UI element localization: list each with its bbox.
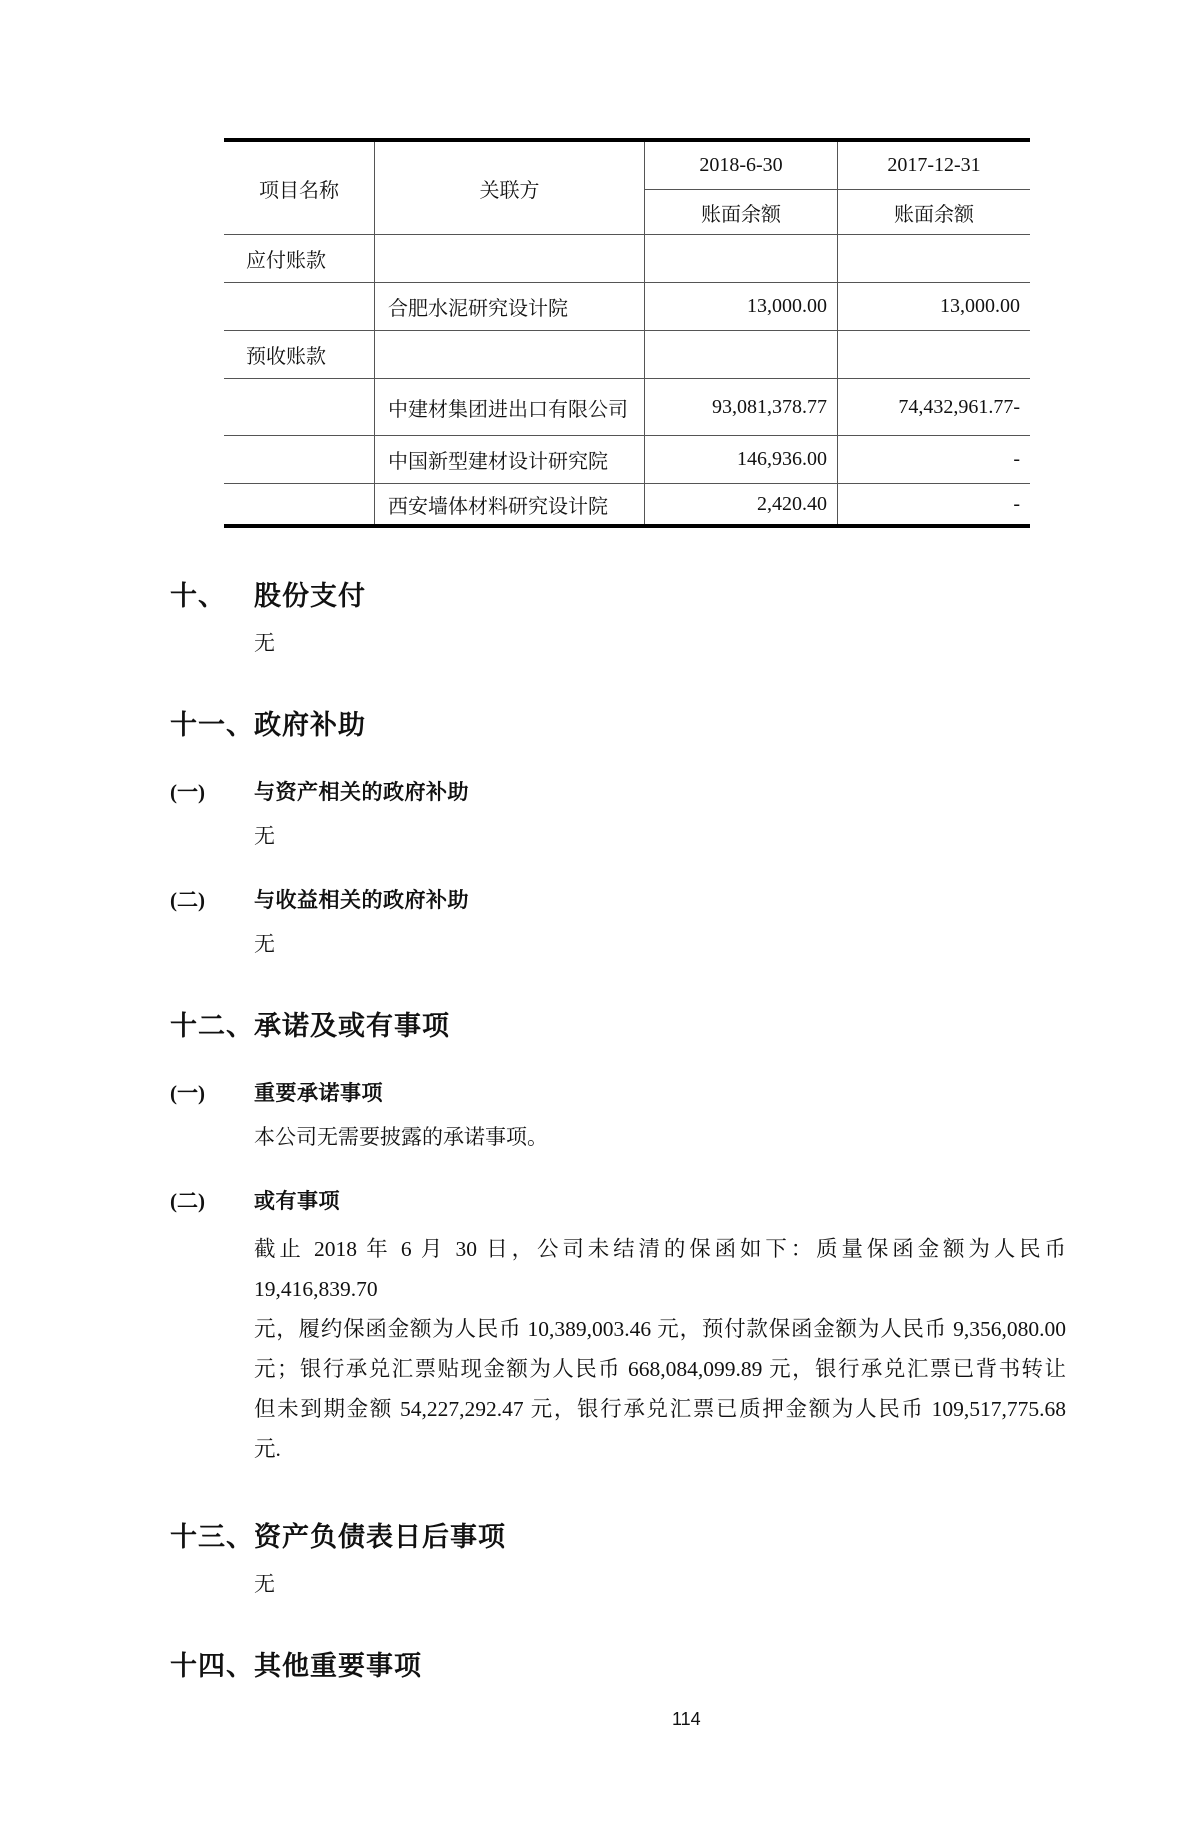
paragraph-line: 元，履约保函金额为人民币 10,389,003.46 元，预付款保函金额为人民币 9,356,080.00 (254, 1317, 1066, 1341)
balance-2017-cell: 13,000.00 (837, 283, 1030, 330)
section-title: 重要承诺事项 (254, 1082, 383, 1105)
paragraph-lines (254, 1229, 1066, 1469)
item-name-cell (224, 484, 374, 524)
paragraph-line: 元. (254, 1437, 281, 1461)
section-title: 承诺及或有事项 (254, 1011, 450, 1041)
section-number: (二) (170, 1189, 205, 1213)
paragraph-line: 但未到期金额 54,227,292.47 元，银行承兑汇票已质押金额为人民币 109,517,775.68 (254, 1397, 1066, 1421)
table-row (224, 484, 1030, 524)
section-body-text: 无 (254, 932, 275, 956)
col-group-2018 (644, 142, 837, 234)
table-row (224, 436, 1030, 484)
related-party-cell (374, 235, 644, 282)
section-title: 其他重要事项 (254, 1651, 422, 1681)
notes-sections (0, 574, 1200, 1683)
col-subheader-balance-2017: 账面余额 (894, 203, 974, 226)
balance-2017-cell (837, 235, 1030, 282)
balance-2017-cell: 74,432,961.77- (837, 379, 1030, 435)
section-title: 资产负债表日后事项 (254, 1522, 506, 1552)
page-number: 114 (672, 1709, 701, 1729)
section-number: 十四、 (170, 1651, 254, 1681)
table-row (224, 331, 1030, 379)
paragraph-line: 截止 2018 年 6 月 30 日，公司未结清的保函如下：质量保函金额为人民币 19,416,839.70 (254, 1237, 1066, 1301)
related-party-cell: 中国新型建材设计研究院 (374, 436, 644, 483)
table-row (224, 235, 1030, 283)
item-name-cell (224, 379, 374, 435)
subsection-heading (170, 884, 1065, 914)
col-header-period-2017: 2017-12-31 (838, 142, 1030, 190)
section-title: 与收益相关的政府补助 (254, 889, 469, 912)
section-heading (170, 574, 1065, 613)
section-body-text: 无 (254, 824, 275, 848)
section-body (170, 1121, 1065, 1151)
section-number: 十一、 (170, 710, 254, 740)
item-name-cell (224, 283, 374, 330)
table-row (224, 379, 1030, 436)
related-party-cell: 西安墙体材料研究设计院 (374, 484, 644, 524)
col-subheader-balance-2018: 账面余额 (701, 203, 781, 226)
section-number: 十三、 (170, 1522, 254, 1552)
table-header (224, 142, 1030, 235)
section-heading (170, 1515, 1065, 1554)
balance-2017-cell: - (837, 436, 1030, 483)
balance-2018-cell (644, 235, 837, 282)
item-name-cell: 预收账款 (246, 346, 326, 368)
section-heading (170, 1004, 1065, 1043)
section-title: 股份支付 (254, 581, 366, 611)
section-heading (170, 703, 1065, 742)
contingency-paragraph (170, 1229, 1065, 1469)
section-title: 或有事项 (254, 1190, 340, 1213)
item-name-cell (224, 436, 374, 483)
col-header-item-name: 项目名称 (259, 179, 339, 202)
section-body-text: 无 (254, 1572, 275, 1596)
balance-2017-cell (837, 331, 1030, 378)
table-body (224, 235, 1030, 524)
document-page (0, 138, 1200, 1834)
section-number: (二) (170, 888, 205, 912)
section-body-text: 本公司无需要披露的承诺事项。 (254, 1125, 548, 1149)
item-name-cell: 应付账款 (246, 250, 326, 272)
section-body (170, 928, 1065, 958)
paragraph-line: 元；银行承兑汇票贴现金额为人民币 668,084,099.89 元，银行承兑汇票已背书转让 (254, 1357, 1066, 1381)
section-body (170, 627, 1065, 657)
section-body (170, 1568, 1065, 1598)
section-number: (一) (170, 780, 205, 804)
col-header-period-2018: 2018-6-30 (645, 142, 837, 190)
balance-2018-cell: 13,000.00 (644, 283, 837, 330)
section-number: 十、 (170, 581, 226, 611)
section-title: 与资产相关的政府补助 (254, 781, 469, 804)
balance-2018-cell (644, 331, 837, 378)
balance-2018-cell: 2,420.40 (644, 484, 837, 524)
col-header-related-party: 关联方 (374, 142, 644, 234)
balance-2017-cell: - (837, 484, 1030, 524)
section-title: 政府补助 (254, 710, 366, 740)
section-number: 十二、 (170, 1011, 254, 1041)
subsection-heading (170, 1077, 1065, 1107)
balance-2018-cell: 93,081,378.77 (644, 379, 837, 435)
table-row (224, 283, 1030, 331)
section-number: (一) (170, 1081, 205, 1105)
related-party-balances-table (224, 138, 1030, 528)
section-body-text: 无 (254, 631, 275, 655)
col-group-2017 (837, 142, 1030, 234)
related-party-cell (374, 331, 644, 378)
section-body (170, 820, 1065, 850)
balance-2018-cell: 146,936.00 (644, 436, 837, 483)
related-party-cell: 中建材集团进出口有限公司 (374, 379, 644, 435)
subsection-heading (170, 776, 1065, 806)
subsection-heading (170, 1185, 1065, 1215)
related-party-cell: 合肥水泥研究设计院 (374, 283, 644, 330)
section-heading (170, 1644, 1065, 1683)
